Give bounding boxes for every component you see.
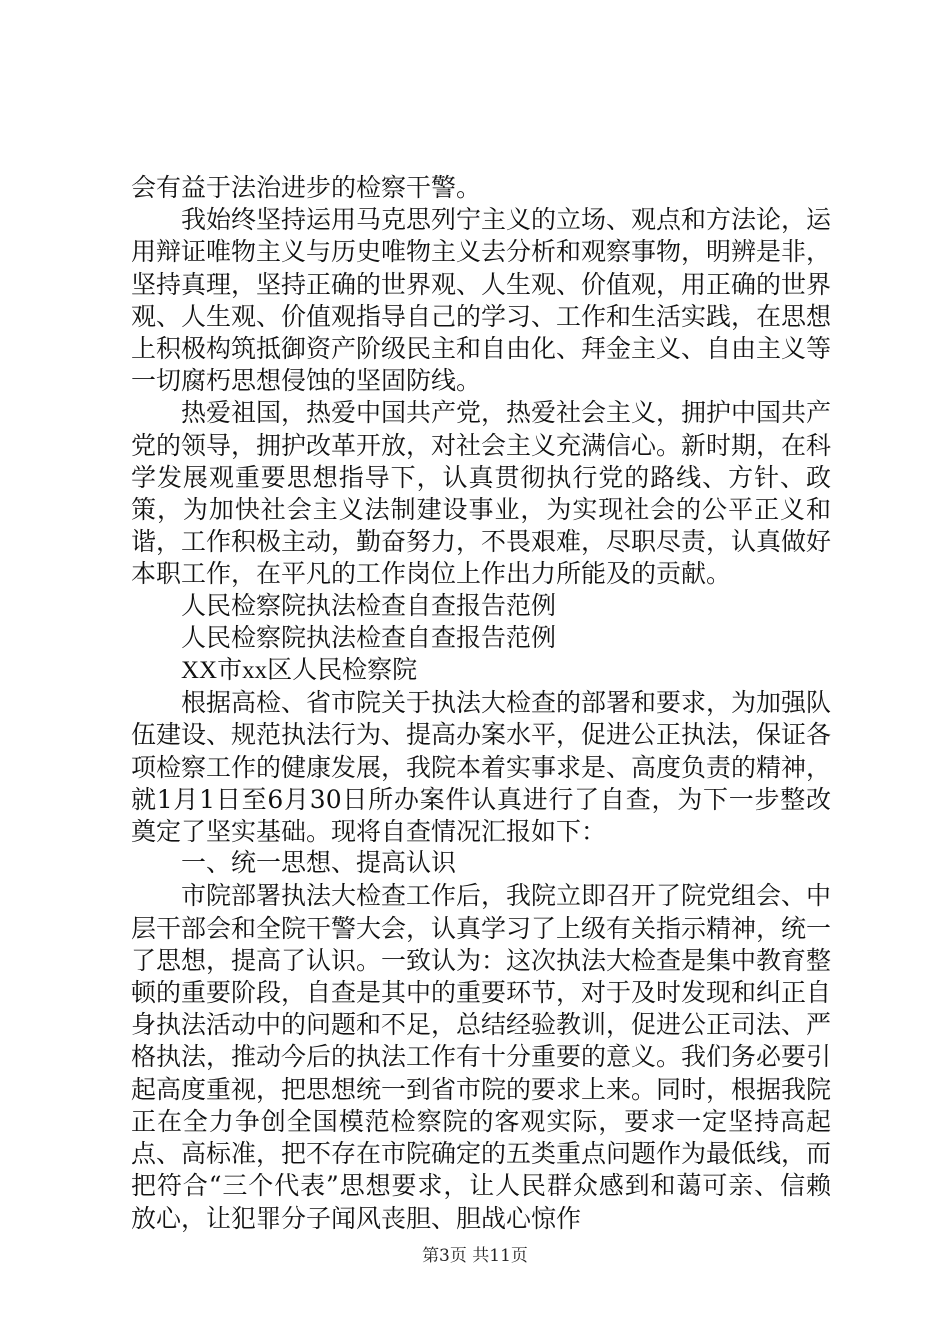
report-title-repeat: 人民检察院执法检查自查报告范例 — [181, 624, 557, 652]
section-heading-1: 一、统一思想、提高认识 — [181, 850, 457, 878]
paragraph-continuation: 会有益于法治进步的检察干警。 — [131, 173, 482, 202]
page-footer: 第3页 共11页 — [422, 1246, 528, 1266]
report-title: 人民检察院执法检查自查报告范例 — [181, 592, 557, 620]
paragraph-ideology: 我始终坚持运用马克思列宁主义的立场、观点和方法论，运用辩证唯物主义与历史唯物主义去分析和观察事物，明辨是非，坚持真理，坚持正确的世界观、人生观、价值观，用正确的世界观、人生观、价值观指导自己的学习、工作和生活实践，在思想上积极构筑抵御资产阶级民主和自由化、拜金主义、自由主义等一切腐朽思想侵蚀的坚固防线。 — [131, 205, 832, 396]
document-body — [131, 172, 831, 1235]
paragraph-patriotism: 热爱祖国，热爱中国共产党，热爱社会主义，拥护中国共产党的领导，拥护改革开放，对社会主义充满信心。新时期，在科学发展观重要思想指导下，认真贯彻执行党的路线、方针、政策，为加快社会主义法制建设事业，为实现社会的公平正义和谐，工作积极主动，勤奋努力，不畏艰难，尽职尽责，认真做好本职工作，在平凡的工作岗位上作出力所能及的贡献。 — [131, 398, 832, 589]
paragraph-intro: 根据高检、省市院关于执法大检查的部署和要求，为加强队伍建设、规范执法行为、提高办案水平，促进公正执法，保证各项检察工作的健康发展，我院本着实事求是、高度负责的精神，就1月1日至6月30日所办案件认真进行了自查，为下一步整改奠定了坚实基础。现将自查情况汇报如下： — [131, 688, 832, 847]
paragraph-section-1: 市院部署执法大检查工作后，我院立即召开了院党组会、中层干部会和全院干警大会，认真学习了上级有关指示精神，统一了思想，提高了认识。一致认为：这次执法大检查是集中教育整顿的重要阶段，自查是其中的重要环节，对于及时发现和纠正自身执法活动中的问题和不足，总结经验教训，促进公正司法、严格执法，推动今后的执法工作有十分重要的意义。我们务必要引起高度重视，把思想统一到省市院的要求上来。同时，根据我院正在全力争创全国模范检察院的客观实际，要求一定坚持高起点、高标准，把不存在市院确定的五类重点问题作为最低线，而把符合“三个代表”思想要求，让人民群众感到和蔼可亲、信赖放心，让犯罪分子闻风丧胆、胆战心惊作 — [131, 881, 832, 1233]
report-issuer: XX市xx区人民检察院 — [181, 657, 418, 685]
